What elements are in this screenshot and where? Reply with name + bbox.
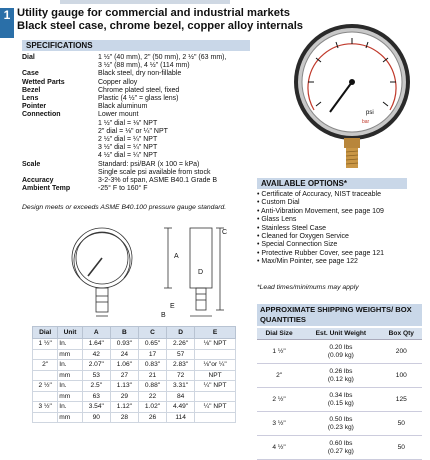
spec-value-line: Black aluminum (98, 103, 148, 111)
ship-dial: 1 ½" (257, 340, 301, 364)
dim-cell-c: 17 (138, 349, 166, 360)
dim-row (33, 402, 236, 413)
spec-value-line: 3-2-3% of span, ASME B40.1 Grade B (98, 177, 218, 185)
specifications-title: SPECIFICATIONS (22, 40, 250, 51)
ship-weight (301, 412, 380, 436)
spec-value (98, 95, 252, 103)
dim-cell-dial (33, 412, 58, 423)
dim-header: B (110, 327, 138, 339)
spec-value-line: 2" dial = ⅛" or ¼" NPT (98, 127, 168, 135)
dim-cell-d: 57 (167, 349, 195, 360)
ship-qty: 125 (381, 388, 422, 412)
available-options-list (257, 191, 422, 267)
dim-cell-a: 90 (82, 412, 110, 423)
header-line-1: Utility gauge for commercial and industrial markets (17, 7, 290, 19)
dim-cell-c: 21 (138, 370, 166, 381)
option-item: • Anti-Vibration Movement, see page 109 (257, 208, 422, 216)
page-number-badge: 1 (0, 8, 14, 38)
dim-row (33, 412, 236, 423)
dim-cell-e: NPT (195, 370, 236, 381)
shipping-title: APPROXIMATE SHIPPING WEIGHTS/ BOX QUANTITIES (257, 304, 422, 326)
spec-key: Scale (22, 160, 41, 168)
dimensions-table (32, 326, 236, 423)
dim-cell-b: 29 (110, 391, 138, 402)
dim-cell-d: 72 (167, 370, 195, 381)
spec-key: Ambient Temp (22, 185, 71, 193)
ship-header: Est. Unit Weight (301, 328, 380, 340)
dim-cell-unit: In. (58, 339, 82, 350)
dim-cell-dial (33, 349, 58, 360)
dim-cell-e: ¼" NPT (195, 381, 236, 392)
dim-cell-e: ⅛" NPT (195, 339, 236, 350)
ship-weight (301, 388, 380, 412)
dim-header: Dial (33, 327, 58, 339)
spec-key: Lens (22, 95, 39, 103)
dim-cell-c: 0.88" (138, 381, 166, 392)
dim-cell-e: ⅛"or ¼" (195, 360, 236, 371)
spec-value-line: 3 ½" dial = ¼" NPT (98, 144, 158, 152)
dim-row (33, 391, 236, 402)
spec-value-line: 1 ½" (40 mm), 2" (50 mm), 2 ½" (63 mm), (98, 54, 227, 61)
top-edge-banner (60, 0, 230, 4)
spec-value (98, 103, 252, 111)
ship-dial: 2 ½" (257, 388, 301, 412)
dim-cell-e (195, 349, 236, 360)
spec-value (98, 111, 252, 160)
dim-cell-dial: 3 ½" (33, 402, 58, 413)
spec-key: Connection (22, 111, 61, 119)
design-note: Design meets or exceeds ASME B40.100 pressure gauge standard. (22, 204, 227, 211)
ship-qty: 50 (381, 412, 422, 436)
dim-cell-d: 84 (167, 391, 195, 402)
spec-key: Wetted Parts (22, 78, 65, 86)
dim-label-b: B (161, 312, 166, 319)
ship-row (257, 412, 422, 436)
dim-cell-a: 1.64" (82, 339, 110, 350)
dim-cell-d: 114 (167, 412, 195, 423)
dim-header: Unit (58, 327, 82, 339)
dim-row (33, 360, 236, 371)
spec-value-line: Single scale psi available from stock (98, 168, 211, 176)
dim-cell-a: 3.54" (82, 402, 110, 413)
ship-weight-line: (0.09 kg) (327, 351, 354, 359)
dim-cell-b: 1.06" (110, 360, 138, 371)
ship-header: Box Qty (381, 328, 422, 340)
spec-key: Pointer (22, 103, 47, 111)
dim-cell-c: 26 (138, 412, 166, 423)
dim-row (33, 349, 236, 360)
ship-row (257, 340, 422, 364)
lead-time-note: *Lead times/minimums may apply (257, 284, 359, 291)
option-item: • Max/Min Pointer, see page 122 (257, 258, 422, 266)
dim-header: D (167, 327, 195, 339)
dim-cell-c: 22 (138, 391, 166, 402)
dim-cell-unit: mm (58, 391, 82, 402)
dim-cell-b: 28 (110, 412, 138, 423)
dim-cell-a: 2.07" (82, 360, 110, 371)
ship-row (257, 388, 422, 412)
dim-cell-dial (33, 370, 58, 381)
dim-cell-a: 2.5" (82, 381, 110, 392)
spec-row (22, 79, 252, 87)
ship-weight-line: 0.26 lbs (329, 368, 353, 375)
dim-cell-dial: 2" (33, 360, 58, 371)
dim-cell-c: 0.65" (138, 339, 166, 350)
gauge-photo (286, 20, 418, 170)
dim-cell-unit: In. (58, 402, 82, 413)
ship-weight-line: (0.27 kg) (327, 447, 354, 455)
dim-cell-e (195, 412, 236, 423)
spec-value-line: Lower mount (98, 111, 139, 119)
dim-cell-c: 0.83" (138, 360, 166, 371)
dim-cell-c: 1.02" (138, 402, 166, 413)
ship-row (257, 436, 422, 460)
option-item: • Stainless Steel Case (257, 225, 422, 233)
specifications-list (22, 54, 252, 193)
ship-qty: 200 (381, 340, 422, 364)
spec-value (98, 185, 252, 193)
ship-weight (301, 436, 380, 460)
gauge-bar-label: bar (362, 119, 370, 125)
dim-cell-d: 3.31" (167, 381, 195, 392)
spec-value-line: -25° F to 160° F (98, 185, 148, 193)
dim-row (33, 381, 236, 392)
dim-cell-e: ¼" NPT (195, 402, 236, 413)
ship-dial: 3 ½" (257, 412, 301, 436)
spec-row (22, 95, 252, 103)
ship-weight-line: 0.34 lbs (329, 392, 353, 399)
spec-key: Accuracy (22, 177, 54, 185)
dim-label-c: C (222, 229, 228, 236)
spec-value-line: Standard: psi/BAR (x 100 = kPa) (98, 160, 200, 168)
dim-row (33, 339, 236, 350)
spec-value-line: Black steel, dry non-fillable (98, 70, 182, 78)
dim-cell-unit: In. (58, 381, 82, 392)
dim-cell-b: 24 (110, 349, 138, 360)
page-header (17, 7, 317, 32)
ship-weight-line: 0.60 lbs (329, 440, 353, 447)
option-item: • Special Connection Size (257, 241, 422, 249)
ship-dial: 2" (257, 364, 301, 388)
dim-cell-d: 2.83" (167, 360, 195, 371)
spec-value-line: 1 ½" dial = ⅛" NPT (98, 119, 158, 127)
dim-cell-a: 63 (82, 391, 110, 402)
dim-cell-a: 42 (82, 349, 110, 360)
dim-cell-unit: mm (58, 370, 82, 381)
dim-header: E (195, 327, 236, 339)
ship-weight (301, 340, 380, 364)
dim-cell-d: 4.49" (167, 402, 195, 413)
spec-value-line: 4 ½" dial = ¼" NPT (98, 152, 158, 160)
dim-cell-dial: 1 ½" (33, 339, 58, 350)
spec-value (98, 161, 252, 177)
dim-row (33, 370, 236, 381)
dim-cell-dial (33, 391, 58, 402)
spec-value (98, 54, 252, 70)
dim-cell-unit: mm (58, 412, 82, 423)
dim-cell-unit: In. (58, 360, 82, 371)
dim-label-d: D (198, 269, 204, 276)
header-line-2: Black steel case, chrome bezel, copper alloy internals (17, 19, 304, 32)
dim-cell-b: 27 (110, 370, 138, 381)
dim-cell-unit: mm (58, 349, 82, 360)
spec-value (98, 87, 252, 95)
dimension-diagram (40, 222, 240, 322)
ship-weight-line: (0.12 kg) (327, 375, 354, 383)
spec-row (22, 103, 252, 111)
dim-cell-b: 1.12" (110, 402, 138, 413)
dim-label-a: A (174, 253, 179, 260)
dim-label-e: E (170, 303, 175, 310)
spec-row (22, 185, 252, 193)
spec-row (22, 111, 252, 160)
spec-row (22, 161, 252, 177)
dim-cell-b: 1.13" (110, 381, 138, 392)
option-item: • Custom Dial (257, 199, 422, 207)
ship-weight (301, 364, 380, 388)
dim-cell-dial: 2 ½" (33, 381, 58, 392)
spec-row (22, 87, 252, 95)
spec-value-line: Plastic (4 ½" = glass lens) (98, 95, 179, 103)
dim-header: A (82, 327, 110, 339)
spec-value-line: 2 ½" dial = ¼" NPT (98, 136, 158, 144)
spec-value (98, 70, 252, 78)
option-item: • Certificate of Accuracy, NIST traceable (257, 191, 422, 199)
ship-row (257, 364, 422, 388)
spec-row (22, 54, 252, 70)
option-item: • Glass Lens (257, 216, 422, 224)
ship-weight-line: 0.50 lbs (329, 416, 353, 423)
dim-cell-d: 2.26" (167, 339, 195, 350)
dim-header: C (138, 327, 166, 339)
option-item: • Cleaned for Oxygen Service (257, 233, 422, 241)
spec-value-line: Copper alloy (98, 78, 138, 86)
dim-cell-e (195, 391, 236, 402)
spec-key: Dial (22, 54, 35, 61)
spec-value-line: 3 ½" (88 mm), 4 ½" (114 mm) (98, 62, 190, 70)
spec-value-line: Chrome plated steel, fixed (98, 86, 180, 94)
ship-dial: 4 ½" (257, 436, 301, 460)
available-options-title: AVAILABLE OPTIONS* (257, 178, 407, 189)
ship-header: Dial Size (257, 328, 301, 340)
spec-key: Bezel (22, 86, 41, 94)
ship-weight-line: (0.15 kg) (327, 399, 354, 407)
dim-cell-a: 53 (82, 370, 110, 381)
dim-cell-b: 0.93" (110, 339, 138, 350)
ship-qty: 100 (381, 364, 422, 388)
spec-row (22, 70, 252, 78)
spec-key: Case (22, 70, 39, 78)
spec-value (98, 79, 252, 87)
option-item: • Protective Rubber Cover, see page 121 (257, 250, 422, 258)
gauge-psi-label: psi (366, 110, 374, 116)
shipping-table (257, 328, 422, 460)
ship-weight-line: 0.20 lbs (329, 344, 353, 351)
ship-qty: 50 (381, 436, 422, 460)
ship-weight-line: (0.23 kg) (327, 423, 354, 431)
